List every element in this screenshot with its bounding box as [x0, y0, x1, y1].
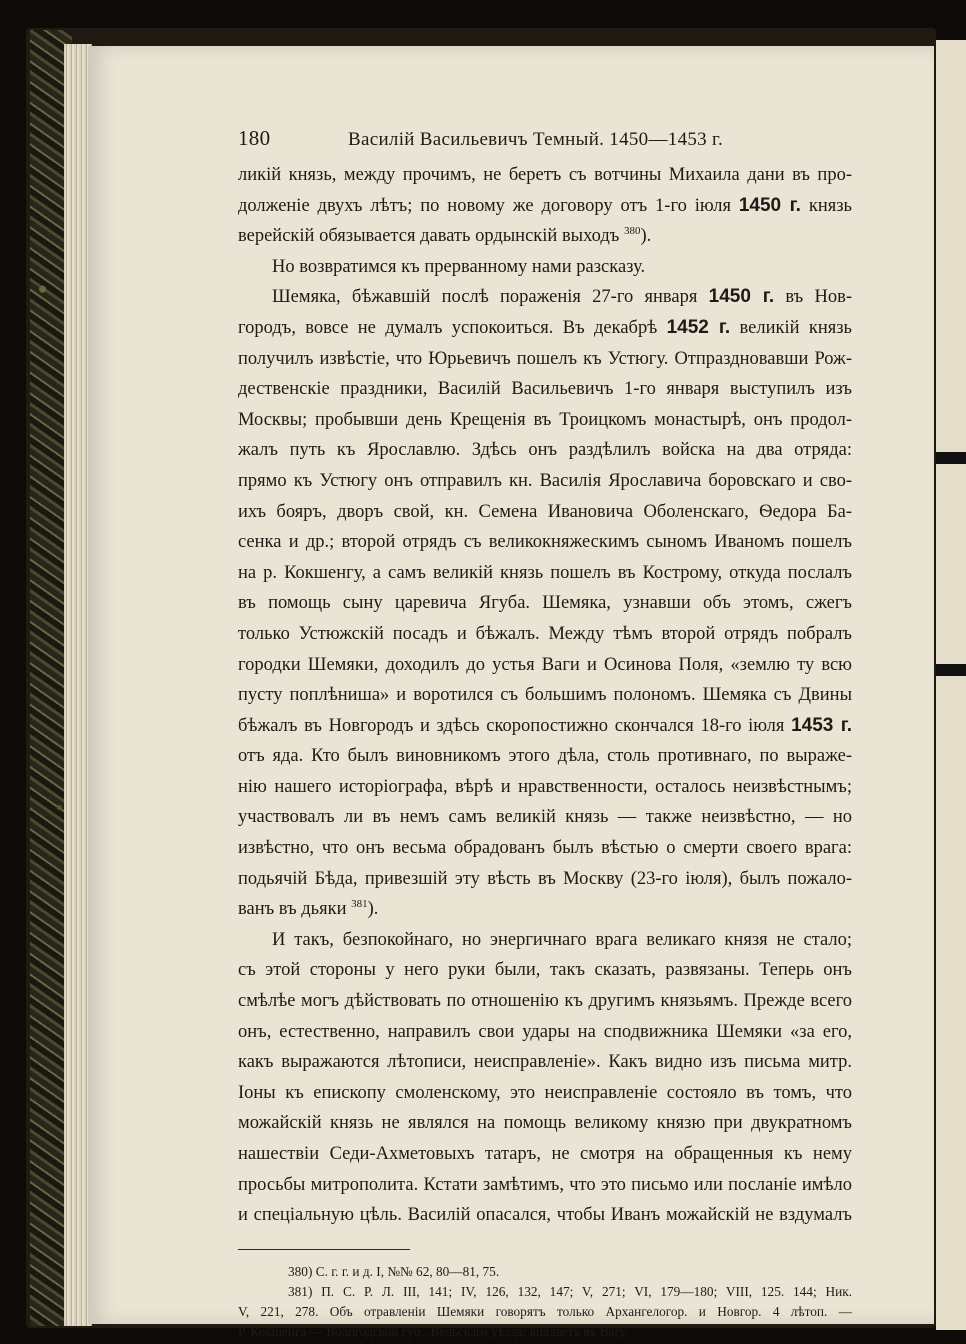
page-number: 180 — [238, 126, 271, 150]
page-header — [238, 126, 852, 160]
paragraph — [238, 925, 852, 1231]
text-line: ихъ бояръ, дворъ свой, кн. Семена Ивановича Оболенскаго, Ѳедора Ба- — [238, 501, 852, 522]
text-line: сенка и др.; второй отрядъ съ великокняжескимъ сыномъ Иваномъ пошелъ — [238, 532, 852, 553]
text-line: и спеціальную цѣль. Василій опасался, чтобы Иванъ можайскій не вздумалъ — [238, 1205, 852, 1226]
text-line: ликій князь, между прочимъ, не беретъ съ вотчины Михаила дани въ про- — [238, 165, 852, 185]
footnote-rule — [238, 1249, 410, 1250]
text-line: жалъ путь къ Ярославлю. Здѣсь онъ раздѣлилъ войска на два отряда: — [238, 440, 852, 461]
text-line: только Устюжскій посадъ и бѣжалъ. Между тѣмъ второй отрядъ побралъ — [238, 623, 852, 644]
paragraph — [238, 282, 852, 924]
text-line: нію нашего исторіографа, вѣрѣ и нравственности, осталось неизвѣстнымъ; — [238, 776, 852, 797]
page-content — [238, 126, 852, 1342]
text-line: съ этой стороны у него руки были, такъ сказать, развязаны. Теперь онъ — [238, 960, 852, 981]
footnotes — [238, 1262, 852, 1342]
text-line: прямо къ Устюгу онъ отправилъ кн. Василія Ярославича боровскаго и сво- — [238, 470, 852, 491]
footnote: 381) П. С. Р. Л. III, 141; IV, 126, 132, 147; V, 271; VI, 179—180; VIII, 125. 144; Ник. — [288, 1283, 852, 1299]
page-notch — [936, 452, 966, 464]
text-line: можайскій князь не являлся на помощь великому князю при двукратномъ — [238, 1113, 852, 1134]
text-line: ванъ въ дьяки $^{381}$). — [238, 898, 379, 920]
text-line: И такъ, безпокойнаго, но энергичнаго врага великаго князя не стало; — [272, 929, 852, 950]
text-line: нашествіи Седи-Ахметовыхъ татаръ, не смотря на обращенныя къ нему — [238, 1144, 852, 1164]
text-line: подьячій Бѣда, привезшій эту вѣсть въ Москву (23-го іюля), былъ пожало- — [238, 868, 852, 889]
footnote-continuation: Р. Кокшенга — Вологодской губ., Вельскаго уѣзда; впадаетъ въ Вагу. — [238, 1323, 629, 1339]
text-line: Іоны къ епископу смоленскому, это неисправленіе состояло въ томъ, что — [238, 1082, 852, 1103]
text-line: получилъ извѣстіе, что Юрьевичъ пошелъ къ Устюгу. Отпраздновавши Рож- — [238, 348, 852, 369]
text-line: просьбы митрополита. Кстати замѣтимъ, что это письмо или посланіе имѣло — [238, 1174, 852, 1195]
paragraph — [238, 252, 852, 283]
running-title: Василій Васильевичъ Темный. 1450—1453 г. — [348, 129, 724, 150]
text-line: Но возвратимся къ прерванному нами разсказу. — [272, 256, 646, 277]
text-line: пусту поплѣниша» и воротился съ большимъ полономъ. Шемяка съ Двины — [238, 685, 852, 706]
text-line: на р. Кокшенгу, а самъ великій князь пошелъ въ Кострому, откуда послалъ — [238, 562, 852, 583]
text-line: онъ, естественно, направилъ свои удары на сподвижника Шемяки «за его, — [238, 1021, 852, 1042]
text-line: въ помощь сыну царевича Ягуба. Шемяка, узнавши объ этомъ, сжегъ — [238, 593, 852, 614]
text-line: долженіе двухъ лѣтъ; по новому же договору отъ 1-го іюля 1450 г. князь — [238, 194, 852, 216]
text-line: дественскіе праздники, Василій Васильевичъ 1-го января выступилъ изъ — [238, 379, 852, 400]
text-line: верейскій обязывается давать ордынскій выходъ $^{380}$). — [238, 225, 652, 247]
text-line: городъ, вовсе не думалъ успокоиться. Въ декабрѣ 1452 г. великій князь — [238, 316, 852, 338]
paragraph — [238, 160, 852, 252]
text-line: участвовалъ ли въ немъ самъ великій князь — также неизвѣстно, — но — [238, 807, 852, 828]
text-line: Шемяка, бѣжавшій послѣ пораженія 27-го января 1450 г. въ Нов- — [272, 286, 852, 308]
text-line: бѣжалъ въ Новгородъ и здѣсь скоропостижно скончался 18-го іюля 1453 г. — [238, 714, 852, 736]
facing-page-edge — [936, 40, 966, 1330]
footnote: 380) С. г. г. и д. I, №№ 62, 80—81, 75. — [288, 1263, 500, 1279]
footnote-continuation: V, 221, 278. Объ отравленіи Шемяки говорятъ только Архангелогор. и Новгор. 4 лѣтоп. — — [238, 1303, 852, 1319]
text-line: Москвы; пробывши день Крещенія въ Троицкомъ монастырѣ, онъ продол- — [238, 409, 852, 430]
text-line: извѣстно, что онъ весьма обрадованъ былъ вѣстью о смерти своего врага: — [238, 838, 852, 859]
text-line: какъ выражаются лѣтописи, неисправленіе». Какъ видно изъ письма митр. — [238, 1052, 852, 1073]
text-line: городки Шемяки, доходилъ до устья Ваги и Осинова Поля, «землю ту всю — [238, 654, 852, 675]
text-line: отъ яда. Кто былъ виновникомъ этого дѣла, столь противнаго, по выраже- — [238, 746, 852, 767]
page-notch — [936, 664, 966, 676]
text-line: смѣлѣе могъ дѣйствовать по отношенію къ другимъ князьямъ. Прежде всего — [238, 991, 852, 1012]
